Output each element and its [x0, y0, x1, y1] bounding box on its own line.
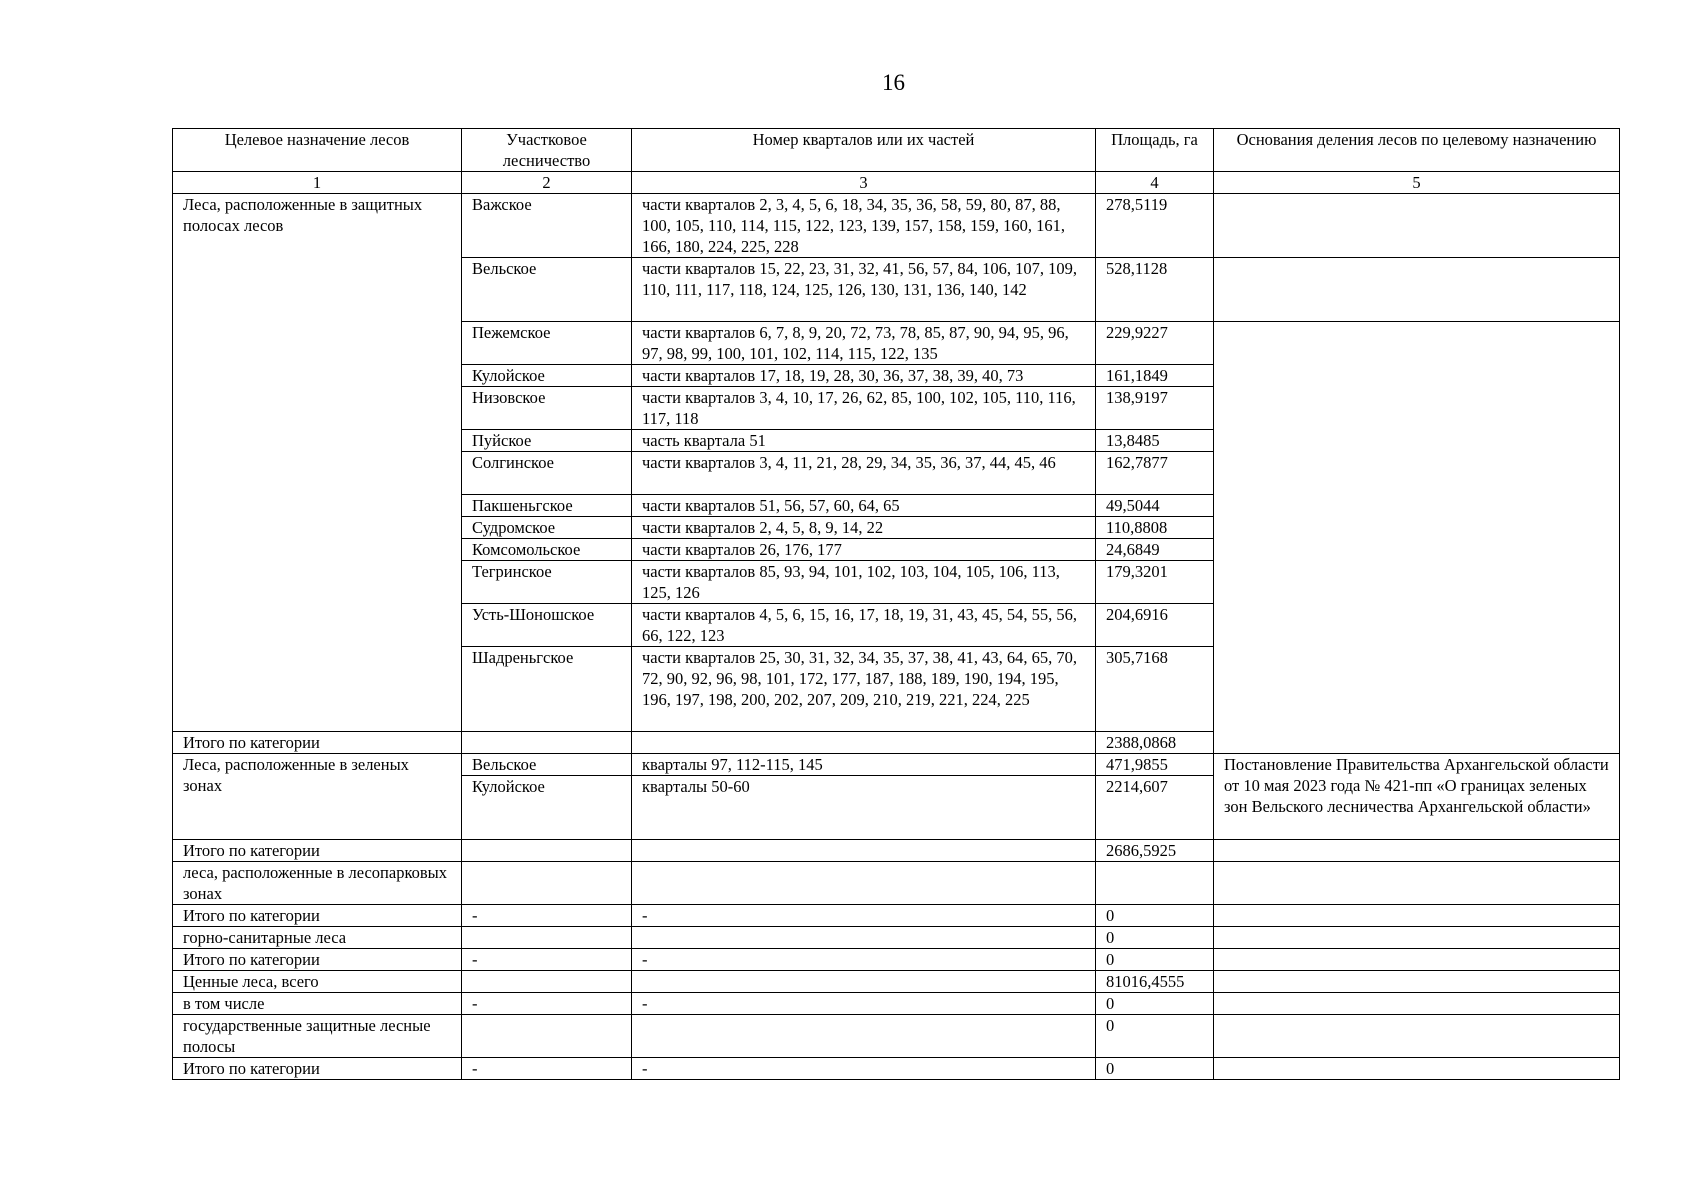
forestry-cell: Низовское: [462, 387, 632, 430]
column-number: 2: [462, 172, 632, 194]
quarters-cell: [632, 840, 1096, 862]
forestry-cell: [462, 840, 632, 862]
forestry-cell: Комсомольское: [462, 539, 632, 561]
total-row: [173, 1058, 1620, 1080]
including-label: в том числе: [173, 993, 462, 1015]
quarters-cell: части кварталов 6, 7, 8, 9, 20, 72, 73, 78, 85, 87, 90, 94, 95, 96, 97, 98, 99, 100, 101, 102, 114, 115, 122, 135: [632, 322, 1096, 365]
area-cell: 0: [1096, 949, 1214, 971]
quarters-cell: части кварталов 3, 4, 11, 21, 28, 29, 34, 35, 36, 37, 44, 45, 46: [632, 452, 1096, 495]
area-cell: 179,3201: [1096, 561, 1214, 604]
forestry-cell: Тегринское: [462, 561, 632, 604]
forestry-cell: Кулойское: [462, 776, 632, 840]
total-label: Итого по категории: [173, 732, 462, 754]
quarters-cell: части кварталов 51, 56, 57, 60, 64, 65: [632, 495, 1096, 517]
area-cell: 0: [1096, 927, 1214, 949]
table-row: [173, 993, 1620, 1015]
basis-green-zones: Постановление Правительства Архангельской области от 10 мая 2023 года № 421-пп «О границах зеленых зон Вельского лесничества Архангельской области»: [1214, 754, 1620, 840]
table-header-row: [173, 129, 1620, 172]
quarters-cell: [632, 732, 1096, 754]
area-cell: 528,1128: [1096, 258, 1214, 322]
basis-cell: [1214, 1015, 1620, 1058]
area-cell: 24,6849: [1096, 539, 1214, 561]
area-cell: 305,7168: [1096, 647, 1214, 732]
total-label: Итого по категории: [173, 840, 462, 862]
column-number: 4: [1096, 172, 1214, 194]
forestry-cell: -: [462, 949, 632, 971]
header-purpose: Целевое назначение лесов: [173, 129, 462, 172]
quarters-cell: -: [632, 949, 1096, 971]
quarters-cell: -: [632, 1058, 1096, 1080]
basis-cell: [1214, 993, 1620, 1015]
basis-cell: [1214, 949, 1620, 971]
page-number: 16: [882, 70, 905, 95]
quarters-cell: части кварталов 17, 18, 19, 28, 30, 36, 37, 38, 39, 40, 73: [632, 365, 1096, 387]
area-cell: 13,8485: [1096, 430, 1214, 452]
total-area: 2686,5925: [1096, 840, 1214, 862]
column-number: 3: [632, 172, 1096, 194]
valuable-area: 81016,4555: [1096, 971, 1214, 993]
column-number: 1: [173, 172, 462, 194]
basis-cell: [1214, 971, 1620, 993]
area-cell: 49,5044: [1096, 495, 1214, 517]
quarters-cell: кварталы 50-60: [632, 776, 1096, 840]
valuable-label: Ценные леса, всего: [173, 971, 462, 993]
quarters-cell: [632, 927, 1096, 949]
forestry-cell: Пакшеньгское: [462, 495, 632, 517]
total-label: Итого по категории: [173, 949, 462, 971]
table-row: [173, 927, 1620, 949]
quarters-cell: части кварталов 25, 30, 31, 32, 34, 35, 37, 38, 41, 43, 64, 65, 70, 72, 90, 92, 96, 98, 101, 172, 177, 187, 188, 189, 190, 194, 195, 196, 197, 198, 200, 202, 207, 209, 210, 219, 221, 224, 225: [632, 647, 1096, 732]
forestry-cell: Судромское: [462, 517, 632, 539]
header-forestry: Участковое лесничество: [462, 129, 632, 172]
basis-cell: [1214, 905, 1620, 927]
quarters-cell: части кварталов 15, 22, 23, 31, 32, 41, 56, 57, 84, 106, 107, 109, 110, 111, 117, 118, 124, 125, 126, 130, 131, 136, 140, 142: [632, 258, 1096, 322]
quarters-cell: [632, 1015, 1096, 1058]
area-cell: 229,9227: [1096, 322, 1214, 365]
quarters-cell: части кварталов 2, 4, 5, 8, 9, 14, 22: [632, 517, 1096, 539]
total-row: [173, 971, 1620, 993]
total-area: 2388,0868: [1096, 732, 1214, 754]
header-quarters: Номер кварталов или их частей: [632, 129, 1096, 172]
area-cell: 278,5119: [1096, 194, 1214, 258]
basis-cell: [1214, 258, 1620, 322]
category-protective-strips: Леса, расположенные в защитных полосах лесов: [173, 194, 462, 732]
total-label: Итого по категории: [173, 905, 462, 927]
forestry-cell: [462, 732, 632, 754]
area-cell: [1096, 862, 1214, 905]
quarters-cell: [632, 971, 1096, 993]
forestry-cell: Вельское: [462, 258, 632, 322]
area-cell: 110,8808: [1096, 517, 1214, 539]
forestry-cell: [462, 1015, 632, 1058]
header-area: Площадь, га: [1096, 129, 1214, 172]
area-cell: 204,6916: [1096, 604, 1214, 647]
area-cell: 471,9855: [1096, 754, 1214, 776]
quarters-cell: кварталы 97, 112-115, 145: [632, 754, 1096, 776]
quarters-cell: части кварталов 85, 93, 94, 101, 102, 103, 104, 105, 106, 113, 125, 126: [632, 561, 1096, 604]
column-number-row: [173, 172, 1620, 194]
quarters-cell: части кварталов 4, 5, 6, 15, 16, 17, 18, 19, 31, 43, 45, 54, 55, 56, 66, 122, 123: [632, 604, 1096, 647]
area-cell: 2214,607: [1096, 776, 1214, 840]
total-label: Итого по категории: [173, 1058, 462, 1080]
quarters-cell: -: [632, 905, 1096, 927]
forestry-cell: [462, 927, 632, 949]
quarters-cell: части кварталов 2, 3, 4, 5, 6, 18, 34, 35, 36, 58, 59, 80, 87, 88, 100, 105, 110, 114, 115, 122, 123, 139, 157, 158, 159, 160, 161, 166, 180, 224, 225, 228: [632, 194, 1096, 258]
forestry-cell: -: [462, 1058, 632, 1080]
basis-cell: [1214, 862, 1620, 905]
basis-cell: [1214, 194, 1620, 258]
area-cell: 0: [1096, 905, 1214, 927]
forestry-cell: Усть-Шоношское: [462, 604, 632, 647]
category-green-zones: Леса, расположенные в зеленых зонах: [173, 754, 462, 840]
forestry-cell: Вельское: [462, 754, 632, 776]
forestry-cell: -: [462, 905, 632, 927]
column-number: 5: [1214, 172, 1620, 194]
forestry-cell: Важское: [462, 194, 632, 258]
table-row: [173, 1015, 1620, 1058]
category-mountain-sanitary: горно-санитарные леса: [173, 927, 462, 949]
area-cell: 0: [1096, 993, 1214, 1015]
area-cell: 138,9197: [1096, 387, 1214, 430]
forestry-cell: Солгинское: [462, 452, 632, 495]
total-row: [173, 905, 1620, 927]
quarters-cell: часть квартала 51: [632, 430, 1096, 452]
table-row: [173, 862, 1620, 905]
area-cell: 0: [1096, 1015, 1214, 1058]
quarters-cell: -: [632, 993, 1096, 1015]
category-state-strips: государственные защитные лесные полосы: [173, 1015, 462, 1058]
forestry-cell: Шадреньгское: [462, 647, 632, 732]
quarters-cell: части кварталов 26, 176, 177: [632, 539, 1096, 561]
basis-cell: [1214, 322, 1620, 754]
basis-cell: [1214, 840, 1620, 862]
forestry-cell: [462, 862, 632, 905]
area-cell: 0: [1096, 1058, 1214, 1080]
forestry-cell: Пуйское: [462, 430, 632, 452]
forestry-cell: Пежемское: [462, 322, 632, 365]
total-row: [173, 840, 1620, 862]
table-row: [173, 754, 1620, 776]
area-cell: 161,1849: [1096, 365, 1214, 387]
table-row: [173, 194, 1620, 258]
forest-purpose-table: [172, 128, 1620, 1080]
quarters-cell: части кварталов 3, 4, 10, 17, 26, 62, 85, 100, 102, 105, 110, 116, 117, 118: [632, 387, 1096, 430]
quarters-cell: [632, 862, 1096, 905]
forestry-cell: [462, 971, 632, 993]
total-row: [173, 949, 1620, 971]
header-basis: Основания деления лесов по целевому назначению: [1214, 129, 1620, 172]
forestry-cell: Кулойское: [462, 365, 632, 387]
forestry-cell: -: [462, 993, 632, 1015]
category-forest-park: леса, расположенные в лесопарковых зонах: [173, 862, 462, 905]
area-cell: 162,7877: [1096, 452, 1214, 495]
basis-cell: [1214, 1058, 1620, 1080]
basis-cell: [1214, 927, 1620, 949]
